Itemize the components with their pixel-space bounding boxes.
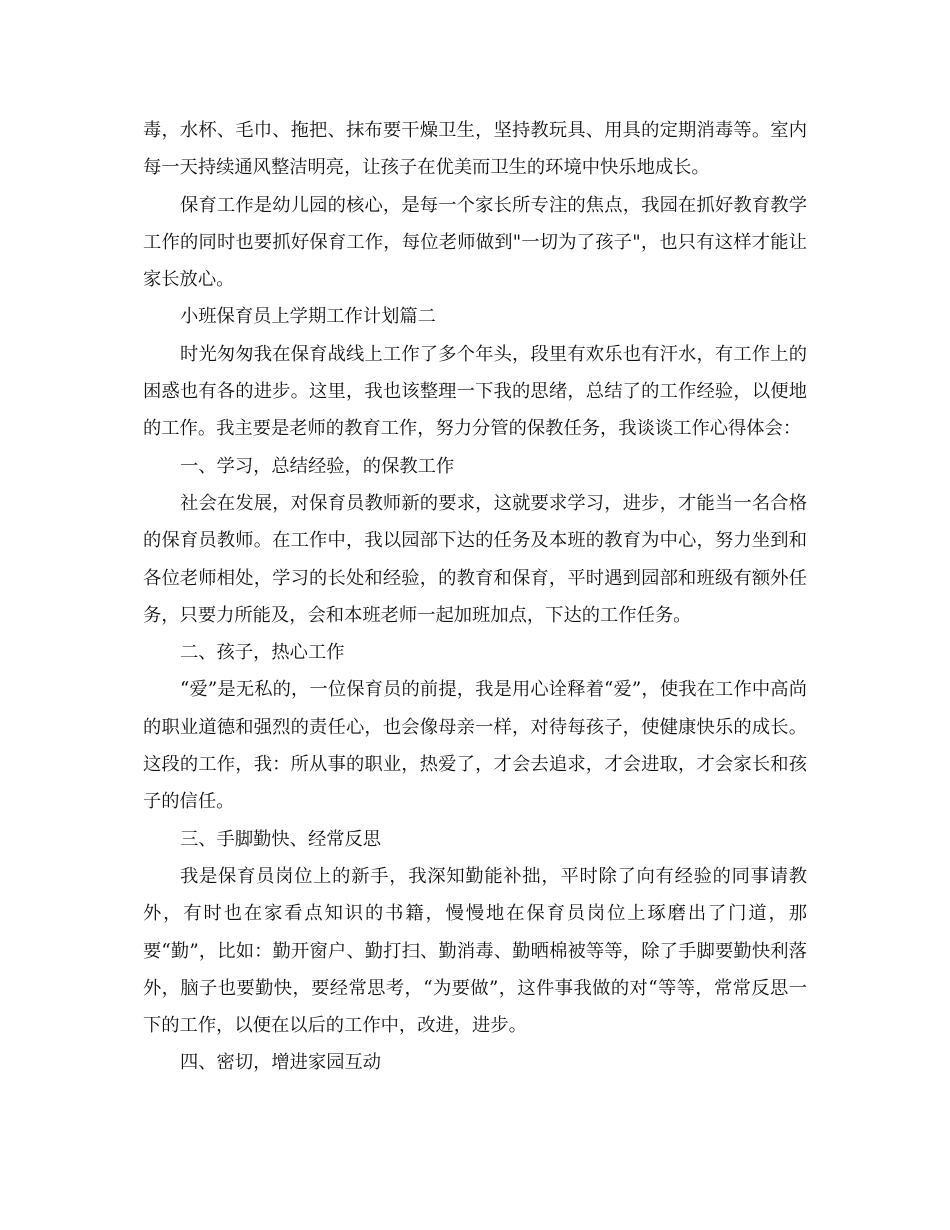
paragraph-point-one: 社会在发展，对保育员教师新的要求，这就要求学习，进步，才能当一名合格的保育员教师。在工作中，我以园部下达的任务及本班的教育为中心，努力坐到和各位老师相处，学习的长处和经验，的教育和保育，平时遇到园部和班级有额外任务，只要力所能及，会和本班老师一起加班加点，下达的工作任务。 bbox=[143, 492, 807, 626]
heading-point-four: 四、密切，增进家园互动 bbox=[180, 1052, 382, 1074]
paragraph-hygiene-continued: 毒，水杯、毛巾、拖把、抹布要干燥卫生，坚持教玩具、用具的定期消毒等。室内每一天持续通风整洁明亮，让孩子在优美而卫生的环境中快乐地成长。 bbox=[143, 120, 807, 179]
section-title-part-two: 小班保育员上学期工作计划篇二 bbox=[180, 306, 436, 328]
paragraph-point-three: 我是保育员岗位上的新手，我深知勤能补拙，平时除了向有经验的同事请教外，有时也在家看点知识的书籍，慢慢地在保育员岗位上琢磨出了门道，那要“勤”，比如：勤开窗户、勤打扫、勤消毒、勤晒棉被等等，除了手脚要勤快利落外，脑子也要勤快，要经常思考，“为要做”，这件事我做的对“等等，常常反思一下的工作，以便在以后的工作中，改进，进步。 bbox=[143, 865, 807, 1037]
heading-point-three: 三、手脚勤快、经常反思 bbox=[180, 828, 382, 850]
paragraph-childcare-core: 保育工作是幼儿园的核心，是每一个家长所专注的焦点，我园在抓好教育教学工作的同时也要抓好保育工作，每位老师做到"一切为了孩子"，也只有这样才能让家长放心。 bbox=[143, 194, 807, 291]
paragraph-point-two: “爱”是无私的，一位保育员的前提，我是用心诠释着“爱”，使我在工作中高尚的职业道德和强烈的责任心，也会像母亲一样，对待每孩子，使健康快乐的成长。这段的工作，我：所从事的职业，热爱了，才会去追求，才会进取，才会家长和孩子的信任。 bbox=[143, 679, 807, 813]
heading-point-two: 二、孩子，热心工作 bbox=[180, 642, 345, 664]
heading-point-one: 一、学习，总结经验，的保教工作 bbox=[180, 455, 455, 477]
paragraph-introduction: 时光匆匆我在保育战线上工作了多个年头，段里有欢乐也有汗水，有工作上的困惑也有各的进步。这里，我也该整理一下我的思绪，总结了的工作经验，以便地的工作。我主要是老师的教育工作，努力分管的保教任务，我谈谈工作心得体会： bbox=[143, 343, 807, 440]
document-body bbox=[143, 112, 807, 1082]
